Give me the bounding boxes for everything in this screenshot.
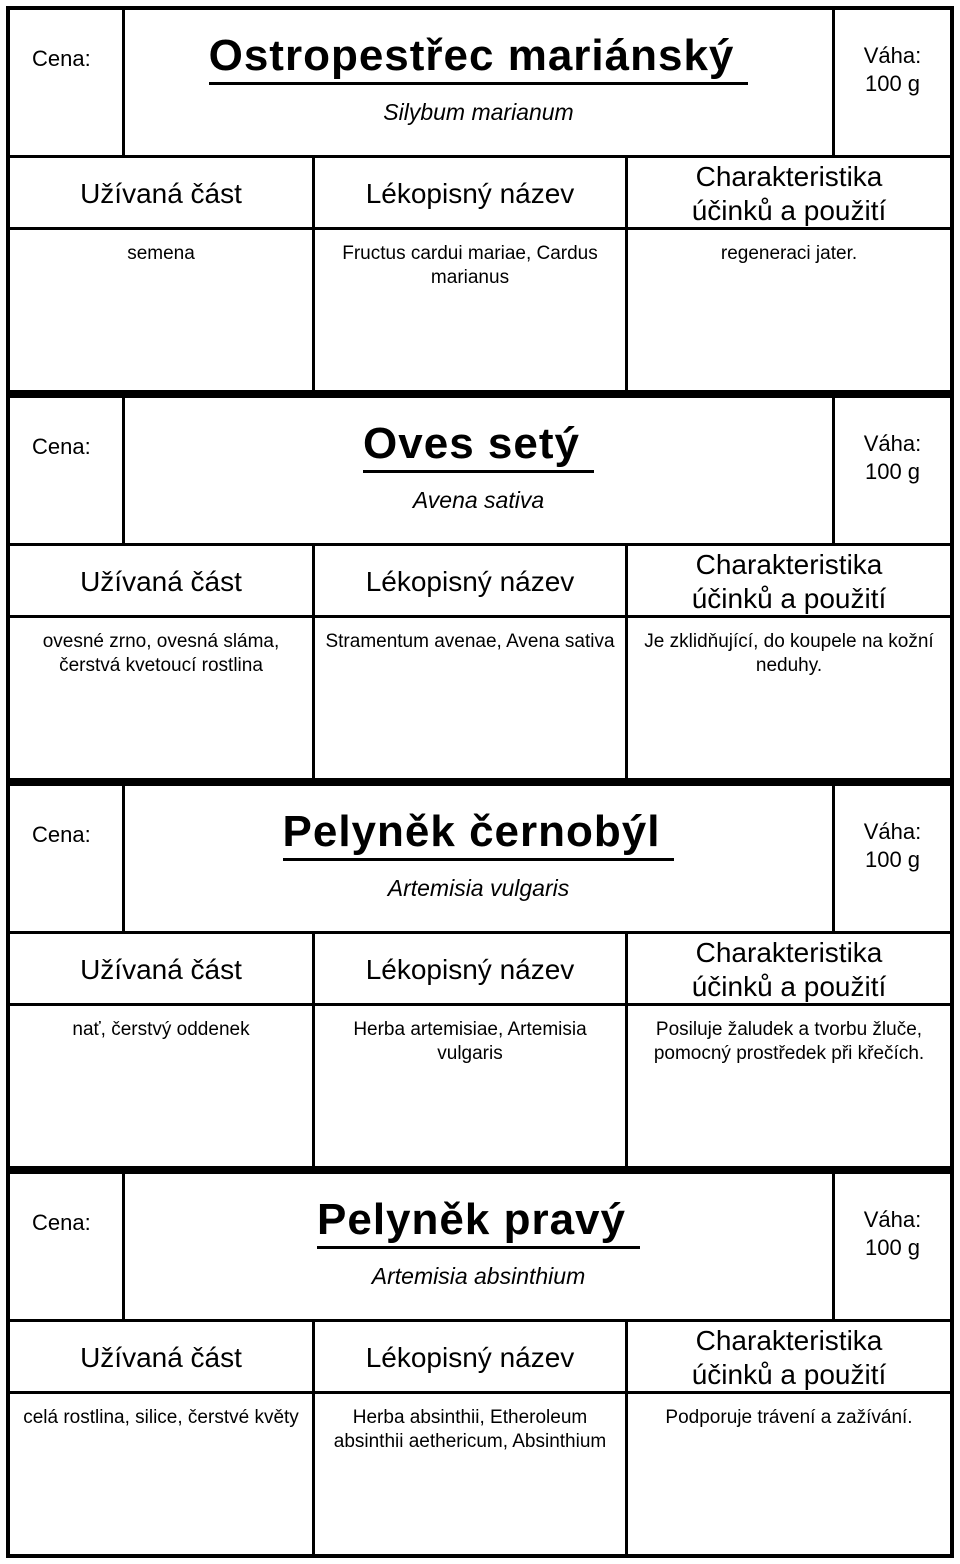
price-label: Cena: — [10, 1174, 125, 1319]
herb-card-oves — [6, 394, 954, 782]
column-header-row — [10, 934, 950, 1006]
card-header-row — [10, 1174, 950, 1322]
weight-label: Váha: — [863, 819, 922, 844]
pharma-header: Lékopisný název — [315, 934, 628, 1003]
char-header-line1: Charakteristika — [695, 161, 883, 192]
weight-cell — [832, 1174, 950, 1319]
effect-value: Posiluje žaludek a tvorbu žluče, pomocný prostředek při křečích. — [653, 1019, 925, 1064]
char-header-line1: Charakteristika — [695, 937, 883, 968]
plant-name: Oves setý — [363, 418, 594, 473]
pharma-value: Stramentum avenae, Avena sativa — [315, 618, 628, 778]
card-header-row — [10, 10, 950, 158]
card-header-row — [10, 398, 950, 546]
weight-value: 100 g — [864, 459, 921, 484]
pharma-header: Lékopisný název — [315, 1322, 628, 1391]
weight-value: 100 g — [864, 71, 921, 96]
title-cell — [125, 1174, 832, 1319]
pharma-value: Herba artemisiae, Artemisia vulgaris — [315, 1006, 628, 1166]
effect-value: Je zklidňující, do koupele na kožní neduhy. — [644, 631, 934, 676]
effect-value: Podporuje trávení a zažívání. — [665, 1407, 913, 1428]
column-header-row — [10, 1322, 950, 1394]
part-header: Užívaná část — [10, 546, 315, 615]
weight-value: 100 g — [864, 847, 921, 872]
content-row — [10, 618, 950, 778]
weight-cell — [832, 398, 950, 543]
part-value: ovesné zrno, ovesná sláma, čerstvá kvetoucí rostlina — [10, 618, 315, 778]
price-label: Cena: — [10, 398, 125, 543]
weight-cell — [832, 786, 950, 931]
content-row — [10, 230, 950, 390]
char-header — [628, 546, 950, 615]
char-header — [628, 934, 950, 1003]
pharma-header: Lékopisný název — [315, 158, 628, 227]
weight-label: Váha: — [863, 431, 922, 456]
title-cell — [125, 786, 832, 931]
part-value: semena — [10, 230, 315, 390]
title-cell — [125, 398, 832, 543]
part-header: Užívaná část — [10, 158, 315, 227]
weight-label: Váha: — [863, 1207, 922, 1232]
plant-name: Ostropestřec mariánský — [209, 30, 749, 85]
plant-name: Pelyněk pravý — [317, 1194, 640, 1249]
column-header-row — [10, 158, 950, 230]
part-header: Užívaná část — [10, 1322, 315, 1391]
card-header-row — [10, 786, 950, 934]
char-header-line2: účinků a použití — [691, 583, 887, 614]
part-value: nať, čerstvý oddenek — [10, 1006, 315, 1166]
char-header — [628, 158, 950, 227]
latin-name: Avena sativa — [412, 487, 545, 513]
price-label: Cena: — [10, 10, 125, 155]
weight-label: Váha: — [863, 43, 922, 68]
herb-card-pelynek-pravy — [6, 1170, 954, 1558]
pharma-value: Fructus cardui mariae, Cardus marianus — [315, 230, 628, 390]
effect-value: regeneraci jater. — [720, 243, 858, 264]
part-header: Užívaná část — [10, 934, 315, 1003]
content-row — [10, 1006, 950, 1166]
weight-cell — [832, 10, 950, 155]
pharma-value: Herba absinthii, Etheroleum absinthii aethericum, Absinthium — [315, 1394, 628, 1554]
column-header-row — [10, 546, 950, 618]
title-cell — [125, 10, 832, 155]
plant-name: Pelyněk černobýl — [283, 806, 675, 861]
pharma-header: Lékopisný název — [315, 546, 628, 615]
herb-card-pelynek-cernobyl — [6, 782, 954, 1170]
char-header-line2: účinků a použití — [691, 1359, 887, 1390]
char-header-line1: Charakteristika — [695, 1325, 883, 1356]
latin-name: Silybum marianum — [383, 99, 574, 125]
char-header-line1: Charakteristika — [695, 549, 883, 580]
char-header-line2: účinků a použití — [691, 195, 887, 226]
char-header — [628, 1322, 950, 1391]
latin-name: Artemisia absinthium — [371, 1263, 586, 1289]
part-value: celá rostlina, silice, čerstvé květy — [10, 1394, 315, 1554]
content-row — [10, 1394, 950, 1554]
weight-value: 100 g — [864, 1235, 921, 1260]
price-label: Cena: — [10, 786, 125, 931]
latin-name: Artemisia vulgaris — [387, 875, 570, 901]
char-header-line2: účinků a použití — [691, 971, 887, 1002]
herb-card-ostropestrec — [6, 6, 954, 394]
